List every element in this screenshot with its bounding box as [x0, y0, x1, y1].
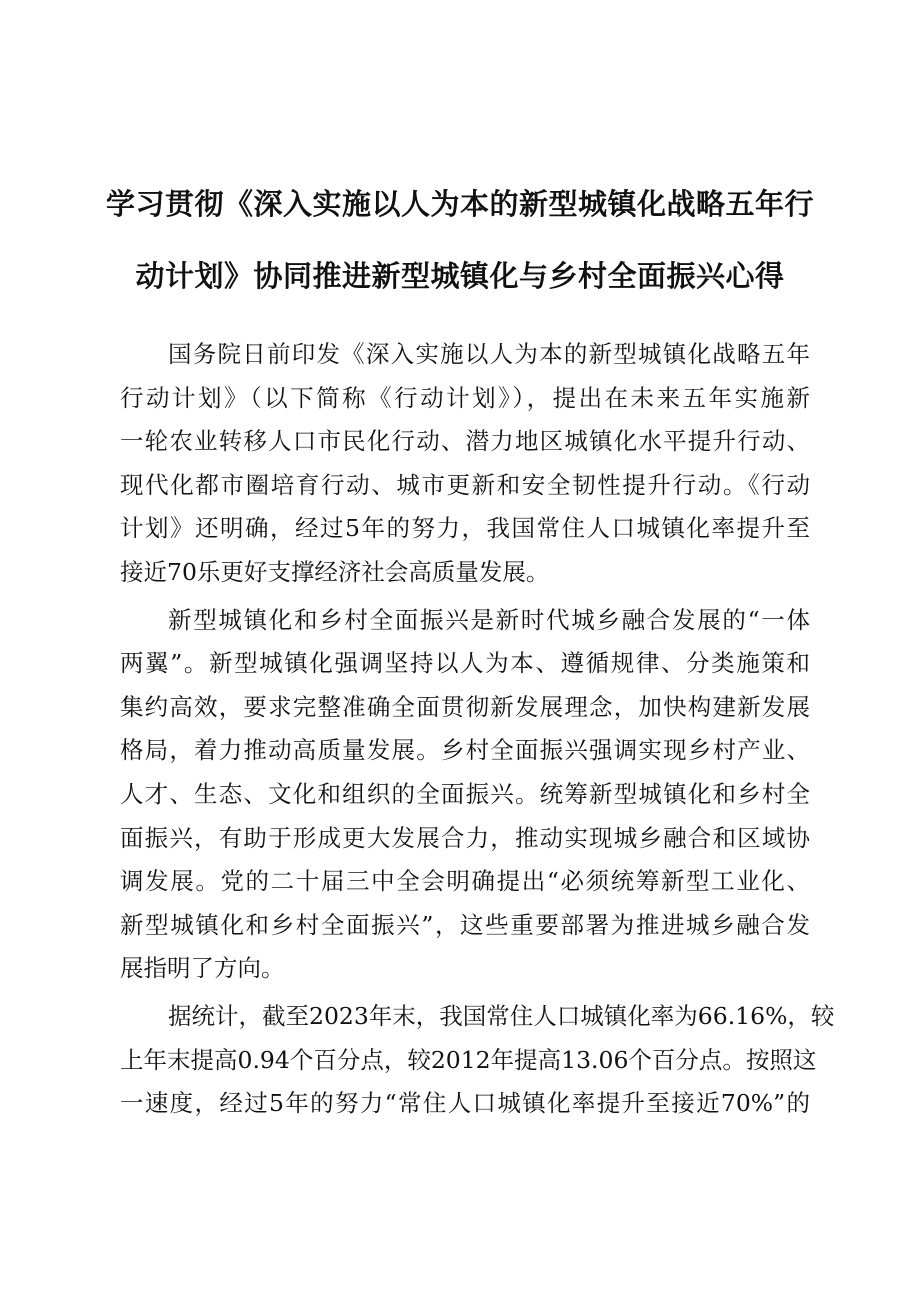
- paragraph-line: 接近70乐更好支撑经济社会高质量发展。: [120, 557, 550, 586]
- document-body: [120, 333, 835, 1126]
- paragraph-line: 据统计，截至2023年末，我国常住人口城镇化率为66.16%，较: [168, 1001, 835, 1030]
- paragraph-line: 格局，着力推动高质量发展。乡村全面振兴强调实现乡村产业、: [120, 736, 810, 765]
- title-line-2: 动计划》协同推进新型城镇化与乡村全面振兴心得: [135, 259, 785, 293]
- paragraph-line: 两翼”。新型城镇化强调坚持以人为本、遵循规律、分类施策和: [120, 649, 810, 678]
- paragraph-line: 展指明了方向。: [120, 954, 285, 983]
- paragraph-line: 一轮农业转移人口市民化行动、潜力地区城镇化水平提升行动、: [120, 427, 810, 456]
- paragraph-line: 新型城镇化和乡村全面振兴”，这些重要部署为推进城乡融合发: [120, 910, 810, 939]
- paragraph-line: 一速度，经过5年的努力“常住人口城镇化率提升至接近70%”的: [120, 1089, 810, 1118]
- paragraph-line: 面振兴，有助于形成更大发展合力，推动实现城乡融合和区域协: [120, 823, 810, 852]
- paragraph-line: 集约高效，要求完整准确全面贯彻新发展理念，加快构建新发展: [120, 692, 810, 721]
- paragraph-line: 上年末提高0.94个百分点，较2012年提高13.06个百分点。按照这: [120, 1045, 817, 1074]
- paragraph-line: 人才、生态、文化和组织的全面振兴。统筹新型城镇化和乡村全: [120, 779, 810, 808]
- document-title: [100, 168, 820, 312]
- paragraph-3: [120, 995, 835, 1126]
- paragraph-line: 现代化都市圈培育行动、城市更新和安全韧性提升行动。《行动: [120, 470, 810, 499]
- paragraph-line: 行动计划》（以下简称《行动计划》），提出在未来五年实施新: [120, 383, 810, 412]
- paragraph-line: 调发展。党的二十届三中全会明确提出“必须统筹新型工业化、: [120, 867, 810, 896]
- paragraph-1: [120, 333, 810, 595]
- paragraph-2: [120, 599, 810, 991]
- paragraph-line: 计划》还明确，经过5年的努力，我国常住人口城镇化率提升至: [120, 514, 810, 543]
- paragraph-line: 新型城镇化和乡村全面振兴是新时代城乡融合发展的“一体: [168, 605, 810, 634]
- title-line-1: 学习贯彻《深入实施以人为本的新型城镇化战略五年行: [105, 187, 814, 221]
- paragraph-line: 国务院日前印发《深入实施以人为本的新型城镇化战略五年: [168, 340, 810, 368]
